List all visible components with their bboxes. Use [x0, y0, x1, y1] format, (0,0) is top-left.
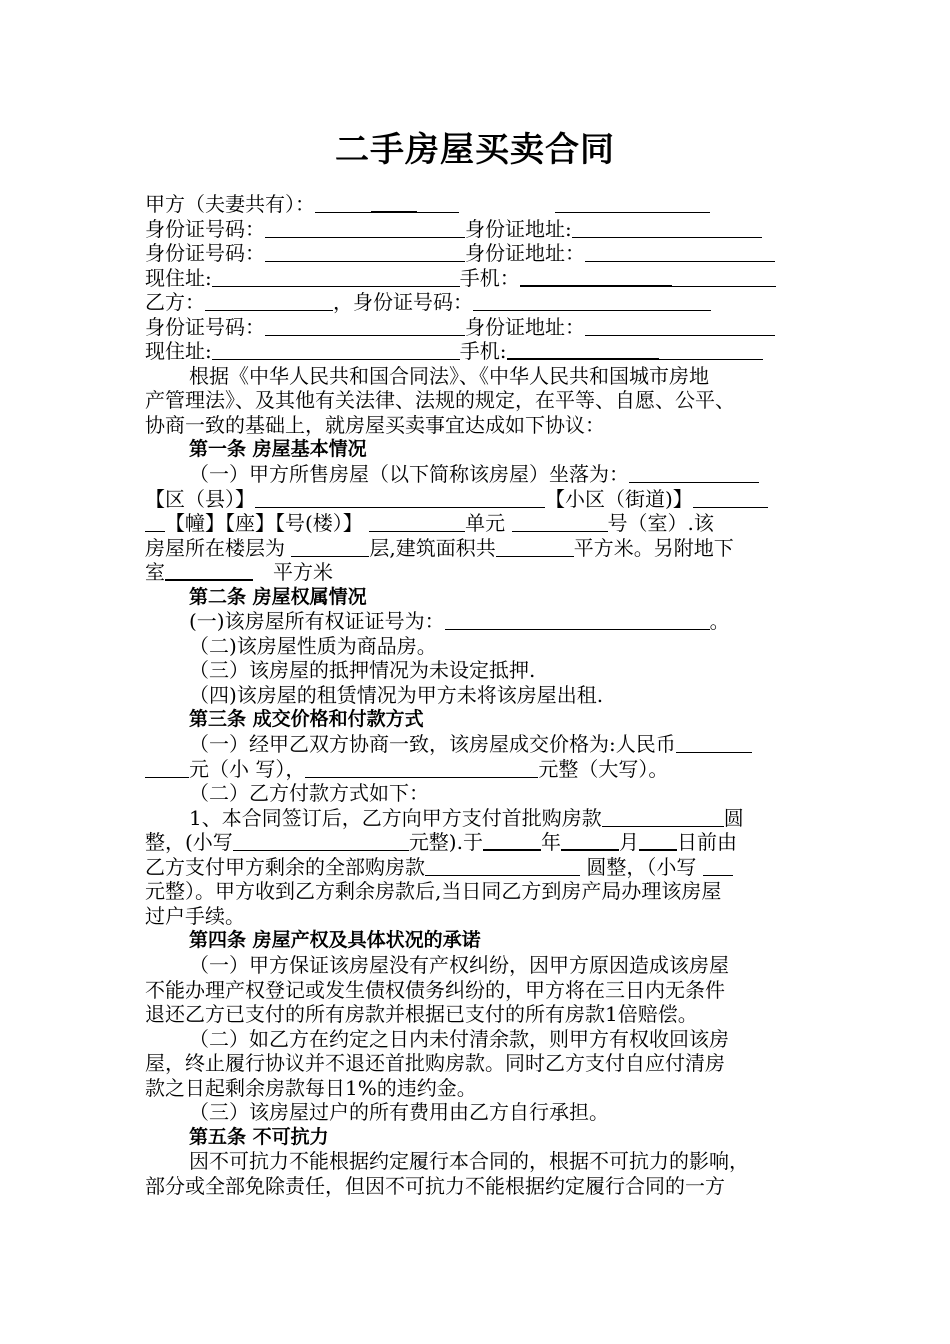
article-5-line-2: 部分或全部免除责任，但因不可抗力不能根据约定履行合同的一方 [145, 1173, 725, 1198]
article-4-para-2-line-2: 屋，终止履行协议并不退还首批购房款。同时乙方支付自应付清房 [145, 1051, 725, 1076]
article-3-item-2: （二）乙方付款方式如下： [189, 781, 429, 806]
preamble-line-2: 产管理法》、及其他有关法律、法规的规定，在平等、自愿、公平、 [145, 388, 735, 413]
contract-body [145, 192, 805, 1198]
article-5-line-1: 因不可抗力不能根据约定履行本合同的，根据不可抗力的影响， [189, 1149, 749, 1174]
article-1-line-3: 【幢】【座】【号(楼）】 单元 号（室）.该 [145, 511, 805, 536]
party-a-id-line-2: 身份证号码： 身份证地址： [145, 241, 805, 266]
article-4-para-2-line-3: 款之日起剩余房款每日1%的违约金。 [145, 1075, 477, 1100]
party-a-id-line-1: 身份证号码： 身份证地址: [145, 217, 805, 242]
article-3-heading: 第三条 成交价格和付款方式 [189, 708, 424, 731]
article-4-para-3: （三）该房屋过户的所有费用由乙方自行承担。 [189, 1100, 609, 1125]
article-4-para-1-line-2: 不能办理产权登记或发生债权债务纠纷的，甲方将在三日内无条件 [145, 977, 725, 1002]
article-4-para-1-line-1: （一）甲方保证该房屋没有产权纠纷，因甲方原因造成该房屋 [189, 952, 729, 977]
article-2-item-3: （三）该房屋的抵押情况为未设定抵押. [189, 658, 536, 683]
article-2-item-4: （四)该房屋的租赁情况为甲方未将该房屋出租. [189, 682, 604, 707]
article-4-para-1-line-3: 退还乙方已支付的所有房款并根据已支付的所有房款1倍赔偿。 [145, 1002, 698, 1027]
party-b-address-line: 现住址: 手机: [145, 339, 805, 364]
article-4-heading: 第四条 房屋产权及具体状况的承诺 [189, 929, 481, 952]
article-3-item-1: （一）经甲乙双方协商一致，该房屋成交价格为:人民币 [145, 732, 805, 757]
party-a-line: 甲方（夫妻共有）： [145, 192, 805, 217]
article-1-line-5: 室 平方米 [145, 560, 333, 585]
preamble-line-1: 根据《中华人民共和国合同法》、《中华人民共和国城市房地 [189, 363, 709, 388]
article-1-line-4: 房屋所在楼层为 层,建筑面积共 平方米。另附地下 [145, 535, 734, 560]
article-1-heading: 第一条 房屋基本情况 [189, 438, 367, 461]
article-2-item-1: (一)该房屋所有权证证号为： 。 [189, 609, 730, 634]
party-b-id-line: 身份证号码： 身份证地址： [145, 315, 805, 340]
article-3-payment-line-1: 1、本合同签订后，乙方向甲方支付首批购房款 圆 [189, 805, 744, 830]
party-b-line: 乙方： ，身份证号码： [145, 290, 805, 315]
preamble-line-3: 协商一致的基础上，就房屋买卖事宜达成如下协议： [145, 412, 605, 437]
article-5-heading: 第五条 不可抗力 [189, 1125, 329, 1148]
article-1-line-2: 【区（县）】 【小区（街道)】 [145, 487, 805, 512]
article-3-payment-line-3: 乙方支付甲方剩余的全部购房款 圆整，（小写 [145, 855, 805, 880]
article-3-payment-line-4: 元整）。甲方收到乙方剩余房款后,当日同乙方到房产局办理该房屋 [145, 879, 722, 904]
article-3-payment-line-2: 整，(小写 元整).于 年 月 日前由 [145, 830, 737, 855]
article-3-item-1-cont: 元（小 写）， 元整（大写）。 [145, 757, 805, 782]
article-4-para-2-line-1: （二）如乙方在约定之日内未付清余款，则甲方有权收回该房 [189, 1026, 729, 1051]
party-a-address-line: 现住址: 手机： [145, 266, 805, 291]
document-title: 二手房屋买卖合同 [335, 130, 615, 170]
article-1-line-1: （一）甲方所售房屋（以下简称该房屋）坐落为： [145, 462, 805, 487]
article-3-payment-line-5: 过户手续。 [145, 903, 245, 928]
article-2-item-2: （二)该房屋性质为商品房。 [189, 633, 437, 658]
article-2-heading: 第二条 房屋权属情况 [189, 585, 367, 608]
